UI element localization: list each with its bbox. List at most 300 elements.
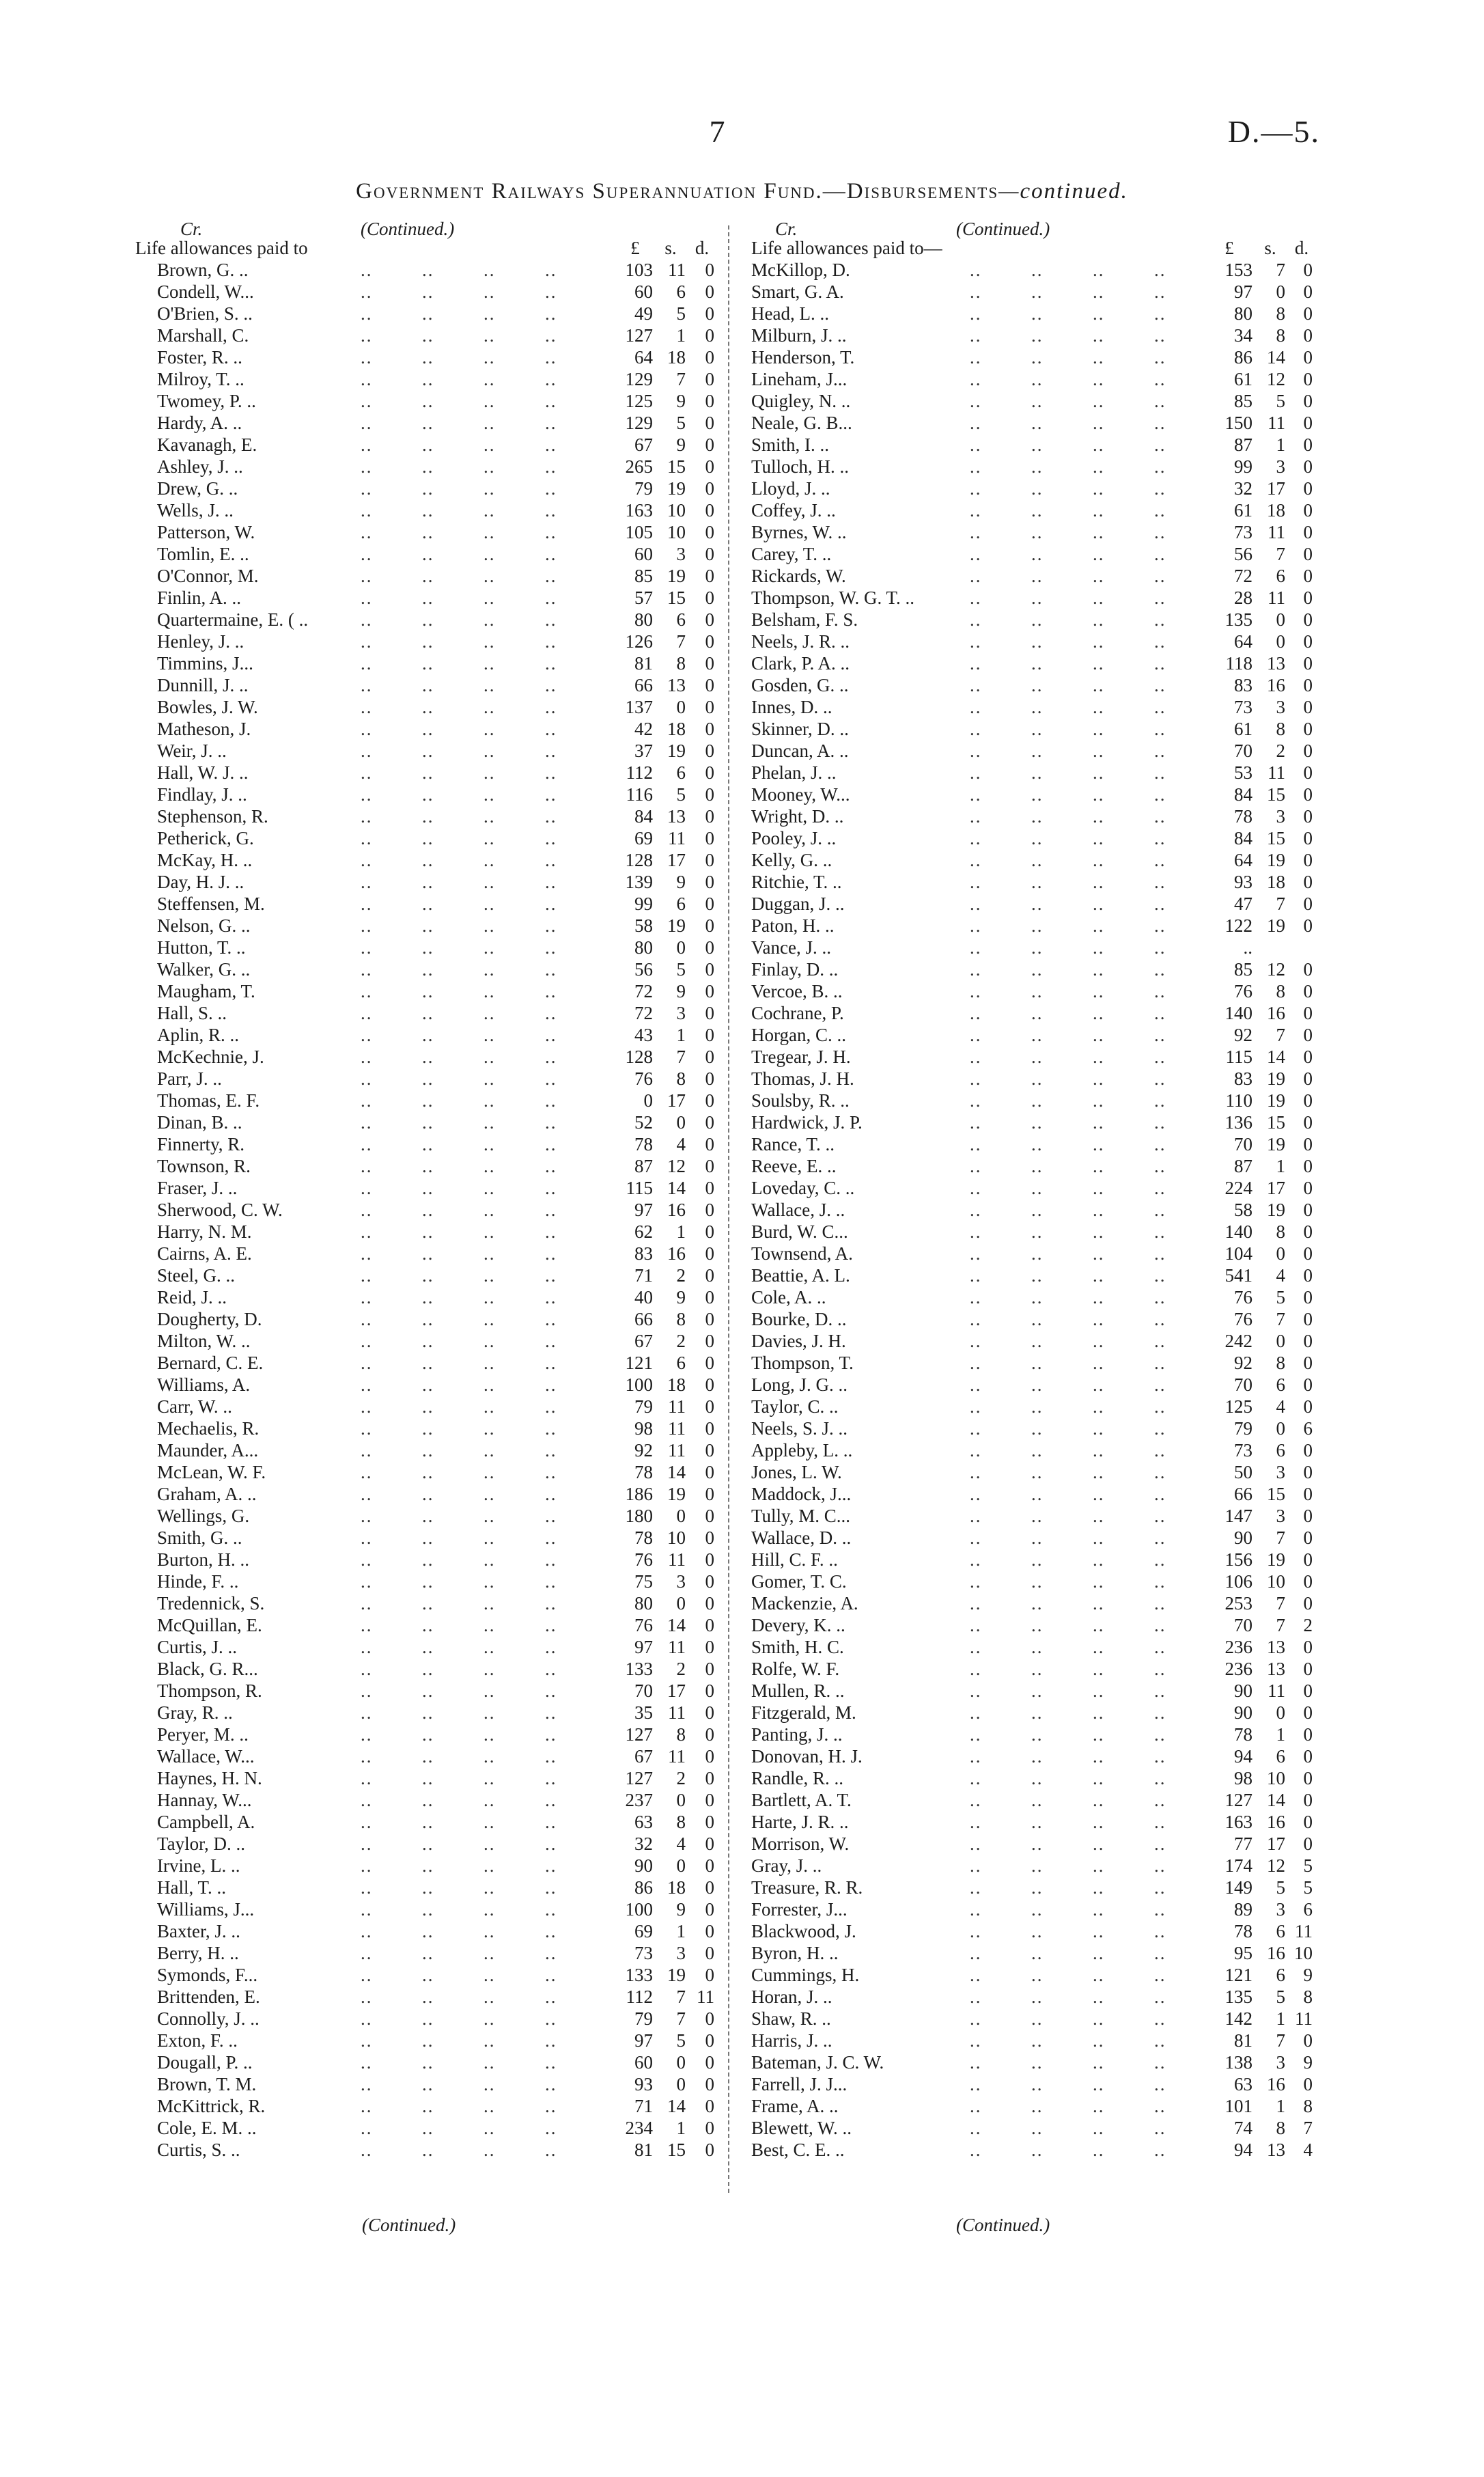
shillings-value: 12 [667,1156,686,1176]
table-row [751,740,1314,762]
pence-value: 0 [1303,894,1313,914]
table-row [135,2139,717,2161]
leader-dots: .. [422,1790,434,1810]
pounds-value: 105 [625,522,653,542]
pounds-value: 234 [625,2118,653,2138]
leader-dots: .. [422,1221,434,1242]
leader-dots: .. [361,2096,373,2116]
leader-dots: .. [1031,544,1044,564]
payee-name: Cochrane, P. [751,1003,844,1023]
leader-dots: .. [361,1965,373,1985]
leader-dots: .. [484,1003,496,1023]
table-row [751,1658,1314,1680]
leader-dots: .. [1031,2052,1044,2073]
leader-dots: .. [422,1702,434,1723]
pence-value: 0 [1303,609,1313,630]
leader-dots: .. [484,1790,496,1810]
leader-dots: .. [422,1003,434,1023]
pence-value: 0 [705,1899,714,1920]
leader-dots: .. [970,806,982,827]
pounds-value: 236 [1224,1659,1252,1679]
shillings-value: 19 [667,1484,686,1504]
pounds-unit-label: £ [1224,238,1234,258]
leader-dots: .. [545,1877,557,1898]
payee-name: Byron, H. .. [751,1943,839,1963]
pounds-value: 133 [625,1965,653,1985]
table-row [751,1396,1314,1417]
leader-dots: .. [545,872,557,892]
leader-dots: .. [1031,1659,1044,1679]
table-row [751,1483,1314,1505]
leader-dots: .. [484,1549,496,1570]
pounds-value: 81 [634,2140,653,2160]
pence-value: 0 [705,1396,714,1417]
leader-dots: .. [970,850,982,870]
leader-dots: .. [422,522,434,542]
leader-dots: .. [545,1178,557,1198]
payee-name: Bartlett, A. T. [751,1790,852,1810]
leader-dots: .. [1093,1418,1105,1439]
pounds-value: 52 [634,1112,653,1133]
payee-name: Tully, M. C... [751,1506,851,1526]
shillings-value: 5 [1276,391,1285,411]
leader-dots: .. [1031,413,1044,433]
pence-value: 0 [705,1134,714,1154]
leader-dots: .. [361,1987,373,2007]
payee-name: Smart, G. A. [751,281,844,302]
shillings-value: 3 [1276,1506,1285,1526]
leader-dots: .. [361,1331,373,1351]
table-row [135,478,717,499]
leader-dots: .. [361,1680,373,1701]
shillings-unit-label: s. [664,238,677,258]
leader-dots: .. [1154,828,1166,848]
leader-dots: .. [484,1068,496,1089]
pence-value: 0 [705,1112,714,1133]
leader-dots: .. [1154,981,1166,1001]
leader-dots: .. [484,281,496,302]
shillings-value: 13 [1267,2140,1285,2160]
leader-dots: .. [484,2074,496,2094]
leader-dots: .. [970,1462,982,1482]
pounds-value: 121 [1224,1965,1252,1985]
leader-dots: .. [1154,1943,1166,1963]
leader-dots: .. [1154,2118,1166,2138]
leader-dots: .. [1031,1025,1044,1045]
leader-dots: .. [484,347,496,368]
leader-dots: .. [1031,1462,1044,1482]
shillings-value: 5 [676,413,686,433]
shillings-value: 11 [1268,762,1285,783]
leader-dots: .. [1093,741,1105,761]
pounds-value: 92 [634,1440,653,1461]
leader-dots: .. [422,697,434,717]
leader-dots: .. [484,697,496,717]
leader-dots: .. [422,1855,434,1876]
shillings-value: 11 [668,1549,686,1570]
payee-name: Clark, P. A. .. [751,653,850,674]
leader-dots: .. [1031,1047,1044,1067]
table-row [751,1614,1314,1636]
payee-name: Townsend, A. [751,1243,853,1264]
leader-dots: .. [1031,1200,1044,1220]
leader-dots: .. [970,1987,982,2007]
pence-value: 0 [705,915,714,936]
leader-dots: .. [422,1287,434,1307]
shillings-value: 0 [676,1855,686,1876]
leader-dots: .. [1154,1965,1166,1985]
table-row [751,696,1314,718]
leader-dots: .. [361,456,373,477]
table-row [751,412,1314,434]
leader-dots: .. [970,260,982,280]
pence-value: 0 [705,1615,714,1635]
pence-value: 0 [705,1353,714,1373]
leader-dots: .. [422,959,434,980]
leader-dots: .. [361,1571,373,1592]
pounds-value: 78 [634,1134,653,1154]
pounds-value: 72 [1234,566,1252,586]
leader-dots: .. [484,1462,496,1482]
leader-dots: .. [1031,741,1044,761]
shillings-value: 2 [676,1659,686,1679]
shillings-value: 15 [1267,828,1285,848]
shillings-value: 11 [668,828,686,848]
leader-dots: .. [422,1134,434,1154]
pence-value: 0 [1303,478,1313,499]
leader-dots: .. [361,500,373,521]
leader-dots: .. [422,1746,434,1767]
leader-dots: .. [484,1221,496,1242]
table-row [751,849,1314,871]
right-section-header [751,238,1314,259]
leader-dots: .. [545,500,557,521]
pence-unit-label: d. [1294,238,1309,258]
leader-dots: .. [1093,959,1105,980]
pence-value: 0 [705,1506,714,1526]
pounds-value: 53 [1234,762,1252,783]
leader-dots: .. [1154,434,1166,455]
pence-value: 11 [697,1987,714,2007]
leader-dots: .. [484,1965,496,1985]
pounds-value: 40 [634,1287,653,1307]
leader-dots: .. [1093,1484,1105,1504]
pounds-value: 70 [1234,1615,1252,1635]
leader-dots: .. [1093,1068,1105,1089]
shillings-value: 7 [1276,894,1285,914]
leader-dots: .. [361,697,373,717]
leader-dots: .. [1154,2140,1166,2160]
shillings-value: 6 [676,762,686,783]
pence-value: 0 [1303,1768,1313,1788]
leader-dots: .. [484,1768,496,1788]
leader-dots: .. [484,1746,496,1767]
pence-value: 0 [1303,719,1313,739]
table-row [135,1505,717,1527]
pence-value: 0 [705,981,714,1001]
leader-dots: .. [422,1571,434,1592]
leader-dots: .. [1093,1724,1105,1745]
leader-dots: .. [422,2030,434,2051]
leader-dots: .. [1154,762,1166,783]
leader-dots: .. [484,587,496,608]
leader-dots: .. [1154,1287,1166,1307]
leader-dots: .. [1154,1003,1166,1023]
leader-dots: .. [970,872,982,892]
leader-dots: .. [1031,1527,1044,1548]
leader-dots: .. [484,1593,496,1614]
payee-name: Townson, R. [157,1156,251,1176]
payee-name: Maddock, J... [751,1484,852,1504]
pence-value: 0 [1303,1506,1313,1526]
shillings-value: 19 [1267,1068,1285,1089]
pounds-value: 58 [1234,1200,1252,1220]
leader-dots: .. [361,2074,373,2094]
shillings-value: 4 [1276,1396,1285,1417]
leader-dots: .. [484,1440,496,1461]
payee-name: Brittenden, E. [157,1987,260,2007]
leader-dots: .. [1154,1221,1166,1242]
pence-value: 0 [1303,413,1313,433]
leader-dots: .. [970,522,982,542]
leader-dots: .. [545,1855,557,1876]
leader-dots: .. [1093,1331,1105,1351]
payee-name: Hall, T. .. [157,1877,226,1898]
table-row [751,1111,1314,1133]
payee-name: Mullen, R. .. [751,1680,845,1701]
pounds-value: 90 [1234,1527,1252,1548]
leader-dots: .. [1093,1702,1105,1723]
leader-dots: .. [545,303,557,324]
leader-dots: .. [361,1768,373,1788]
leader-dots: .. [1031,281,1044,302]
leader-dots: .. [361,566,373,586]
table-row [135,1461,717,1483]
table-row [135,1877,717,1898]
leader-dots: .. [1031,719,1044,739]
right-column-header [751,219,1314,238]
table-row [751,652,1314,674]
leader-dots: .. [484,1418,496,1439]
pence-value: 0 [705,653,714,674]
leader-dots: .. [970,1047,982,1067]
table-row [135,631,717,652]
shillings-value: 16 [1267,2074,1285,2094]
leader-dots: .. [970,281,982,302]
pounds-value: 174 [1224,1855,1252,1876]
leader-dots: .. [545,2074,557,2094]
leader-dots: .. [1031,566,1044,586]
pounds-value: 84 [1234,828,1252,848]
table-row [135,1483,717,1505]
pounds-value: 180 [625,1506,653,1526]
leader-dots: .. [1093,478,1105,499]
leader-dots: .. [970,369,982,389]
leader-dots: .. [970,1440,982,1461]
pence-value: 0 [705,2052,714,2073]
pence-value: 0 [1303,1746,1313,1767]
leader-dots: .. [970,1418,982,1439]
pence-value: 0 [1303,587,1313,608]
leader-dots: .. [484,1987,496,2007]
shillings-value: 17 [1267,1178,1285,1198]
leader-dots: .. [970,1112,982,1133]
leader-dots: .. [1093,500,1105,521]
payee-name: McQuillan, E. [157,1615,262,1635]
leader-dots: .. [545,1221,557,1242]
leader-dots: .. [970,653,982,674]
payee-name: Blewett, W. .. [751,2118,852,2138]
pounds-value: 163 [1224,1812,1252,1832]
left-cr-label: Cr. [180,219,203,239]
shillings-value: 8 [676,653,686,674]
table-row [751,2139,1314,2161]
leader-dots: .. [970,1265,982,1286]
leader-dots: .. [1154,260,1166,280]
pounds-value: 79 [634,1396,653,1417]
pounds-value: 85 [1234,391,1252,411]
pounds-value: 76 [634,1068,653,1089]
shillings-value: 11 [1268,413,1285,433]
shillings-value: 6 [676,281,686,302]
leader-dots: .. [361,325,373,346]
leader-dots: .. [1093,784,1105,805]
pounds-value: 100 [625,1374,653,1395]
leader-dots: .. [1154,2074,1166,2094]
pence-value: 0 [1303,1287,1313,1307]
shillings-value: 0 [1276,609,1285,630]
shillings-value: 17 [667,1090,686,1111]
leader-dots: .. [1031,609,1044,630]
leader-dots: .. [1093,1265,1105,1286]
payee-name: Baxter, J. .. [157,1921,240,1941]
leader-dots: .. [1093,609,1105,630]
leader-dots: .. [1154,1462,1166,1482]
payee-name: Fraser, J. .. [157,1178,238,1198]
pounds-value: 115 [626,1178,653,1198]
leader-dots: .. [970,784,982,805]
table-row [135,674,717,696]
leader-dots: .. [422,281,434,302]
leader-dots: .. [1093,1003,1105,1023]
pounds-value: 115 [1225,1047,1252,1067]
leader-dots: .. [970,1003,982,1023]
leader-dots: .. [1154,850,1166,870]
shillings-value: 8 [1276,325,1285,346]
payee-name: Sherwood, C. W. [157,1200,283,1220]
pounds-value: 78 [634,1462,653,1482]
payee-name: Thomas, J. H. [751,1068,854,1089]
payee-name: Thompson, W. G. T. .. [751,587,915,608]
table-row [135,696,717,718]
leader-dots: .. [1031,1440,1044,1461]
leader-dots: .. [1093,697,1105,717]
table-row [135,1658,717,1680]
leader-dots: .. [1093,1047,1105,1067]
table-row [135,281,717,303]
leader-dots: .. [970,1855,982,1876]
leader-dots: .. [1154,1484,1166,1504]
shillings-value: 0 [676,697,686,717]
pounds-value: 103 [625,260,653,280]
leader-dots: .. [545,806,557,827]
pounds-value: 28 [1234,587,1252,608]
table-row [751,1024,1314,1046]
leader-dots: .. [361,1440,373,1461]
pounds-value: 89 [1234,1899,1252,1920]
pounds-value: 73 [1234,522,1252,542]
leader-dots: .. [970,609,982,630]
leader-dots: .. [970,697,982,717]
pounds-value: 140 [1224,1221,1252,1242]
pounds-value: 127 [1224,1790,1252,1810]
leader-dots: .. [1154,325,1166,346]
table-row [751,1702,1314,1724]
payee-name: Brown, T. M. [157,2074,257,2094]
shillings-value: 19 [1267,915,1285,936]
table-row [135,1636,717,1658]
shillings-value: 10 [667,500,686,521]
shillings-value: 19 [1267,1549,1285,1570]
shillings-value: 12 [1267,1855,1285,1876]
payee-name: Kavanagh, E. [157,434,257,455]
payee-name: Best, C. E. .. [751,2140,845,2160]
pence-value: 0 [1303,1353,1313,1373]
leader-dots: .. [970,1965,982,1985]
leader-dots: .. [970,2140,982,2160]
table-row [135,1702,717,1724]
leader-dots: .. [545,1768,557,1788]
leader-dots: .. [1154,1549,1166,1570]
table-row [135,1986,717,2008]
leader-dots: .. [545,1047,557,1067]
shillings-value: 6 [676,894,686,914]
leader-dots: .. [1031,1746,1044,1767]
leader-dots: .. [1154,1134,1166,1154]
leader-dots: .. [545,1506,557,1526]
shillings-value: 9 [676,981,686,1001]
pence-value: 0 [705,937,714,958]
pounds-value: 76 [634,1615,653,1635]
pence-value: 8 [1303,2096,1313,2116]
leader-dots: .. [1093,1615,1105,1635]
leader-dots: .. [545,1724,557,1745]
payee-name: Haynes, H. N. [157,1768,262,1788]
leader-dots: .. [361,719,373,739]
leader-dots: .. [545,1615,557,1635]
leader-dots: .. [970,1221,982,1242]
leader-dots: .. [1093,915,1105,936]
pence-value: 0 [705,675,714,695]
table-row [751,587,1314,609]
pounds-value: 67 [634,1331,653,1351]
table-row [751,1527,1314,1549]
shillings-value: 10 [667,522,686,542]
leader-dots: .. [1154,1790,1166,1810]
pounds-value: 32 [634,1833,653,1854]
leader-dots: .. [545,653,557,674]
leader-dots: .. [970,1943,982,1963]
leader-dots: .. [1031,915,1044,936]
leader-dots: .. [970,1593,982,1614]
shillings-value: 2 [1276,741,1285,761]
payee-name: Williams, A. [157,1374,251,1395]
pounds-value: 90 [1234,1680,1252,1701]
leader-dots: .. [484,1156,496,1176]
pence-value: 0 [1303,1484,1313,1504]
leader-dots: .. [545,1396,557,1417]
shillings-value: 0 [1276,1243,1285,1264]
